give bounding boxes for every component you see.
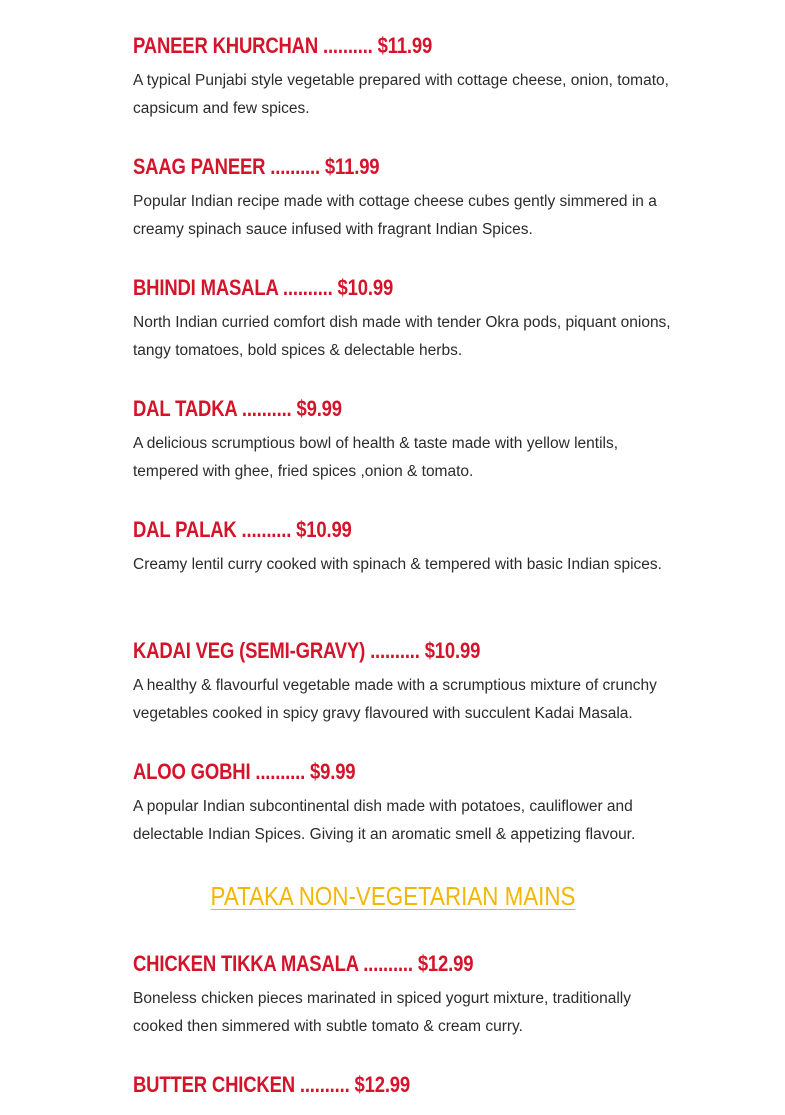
menu-item-dal-tadka — [133, 396, 673, 486]
menu-item-description: A typical Punjabi style vegetable prepared with cottage cheese, onion, tomato, capsicum and few spices. — [133, 72, 669, 117]
menu-item-title: ALOO GOBHI .......... $9.99 — [133, 759, 356, 784]
menu-item-dal-palak — [133, 517, 673, 579]
menu-item-aloo-gobhi — [133, 759, 673, 849]
menu-item-title: DAL TADKA .......... $9.99 — [133, 396, 342, 421]
menu-item-title: SAAG PANEER .......... $11.99 — [133, 154, 380, 179]
menu-item-saag-paneer — [133, 154, 673, 244]
menu-item-title: DAL PALAK .......... $10.99 — [133, 517, 352, 542]
menu-item-title: KADAI VEG (SEMI-GRAVY) .......... $10.99 — [133, 638, 481, 663]
menu-item-chicken-tikka-masala — [133, 951, 673, 1041]
menu-item-description: A healthy & flavourful vegetable made with a scrumptious mixture of crunchy vegetables cooked in spicy gravy flavoured with succulent Kadai Masala. — [133, 677, 657, 722]
menu-item-description: Boneless chicken pieces marinated in spiced yogurt mixture, traditionally cooked then simmered with subtle tomato & cream curry. — [133, 990, 631, 1035]
menu-item-description: A delicious scrumptious bowl of health & taste made with yellow lentils, tempered with ghee, fried spices ,onion & tomato. — [133, 435, 619, 480]
menu-item-description: Creamy lentil curry cooked with spinach & tempered with basic Indian spices. — [133, 556, 662, 573]
menu-item-paneer-khurchan — [133, 33, 673, 123]
menu-item-description: Popular Indian recipe made with cottage cheese cubes gently simmered in a creamy spinach sauce infused with fragrant Indian Spices. — [133, 193, 657, 238]
menu-item-description: North Indian curried comfort dish made with tender Okra pods, piquant onions, tangy tomatoes, bold spices & delectable herbs. — [133, 314, 671, 359]
menu-item-title: PANEER KHURCHAN .......... $11.99 — [133, 33, 433, 58]
menu-item-title: CHICKEN TIKKA MASALA .......... $12.99 — [133, 951, 474, 976]
menu-item-title: BHINDI MASALA .......... $10.99 — [133, 275, 394, 300]
menu-item-bhindi-masala — [133, 275, 673, 365]
menu-item-butter-chicken — [133, 1072, 673, 1098]
menu-item-title: BUTTER CHICKEN .......... $12.99 — [133, 1072, 411, 1097]
menu-item-kadai-veg — [133, 638, 673, 728]
section-heading-non-veg-mains: PATAKA NON-VEGETARIAN MAINS — [210, 881, 576, 911]
menu-item-description: A popular Indian subcontinental dish made with potatoes, cauliflower and delectable Indian Spices. Giving it an aromatic smell & appetizing flavour. — [133, 798, 636, 843]
